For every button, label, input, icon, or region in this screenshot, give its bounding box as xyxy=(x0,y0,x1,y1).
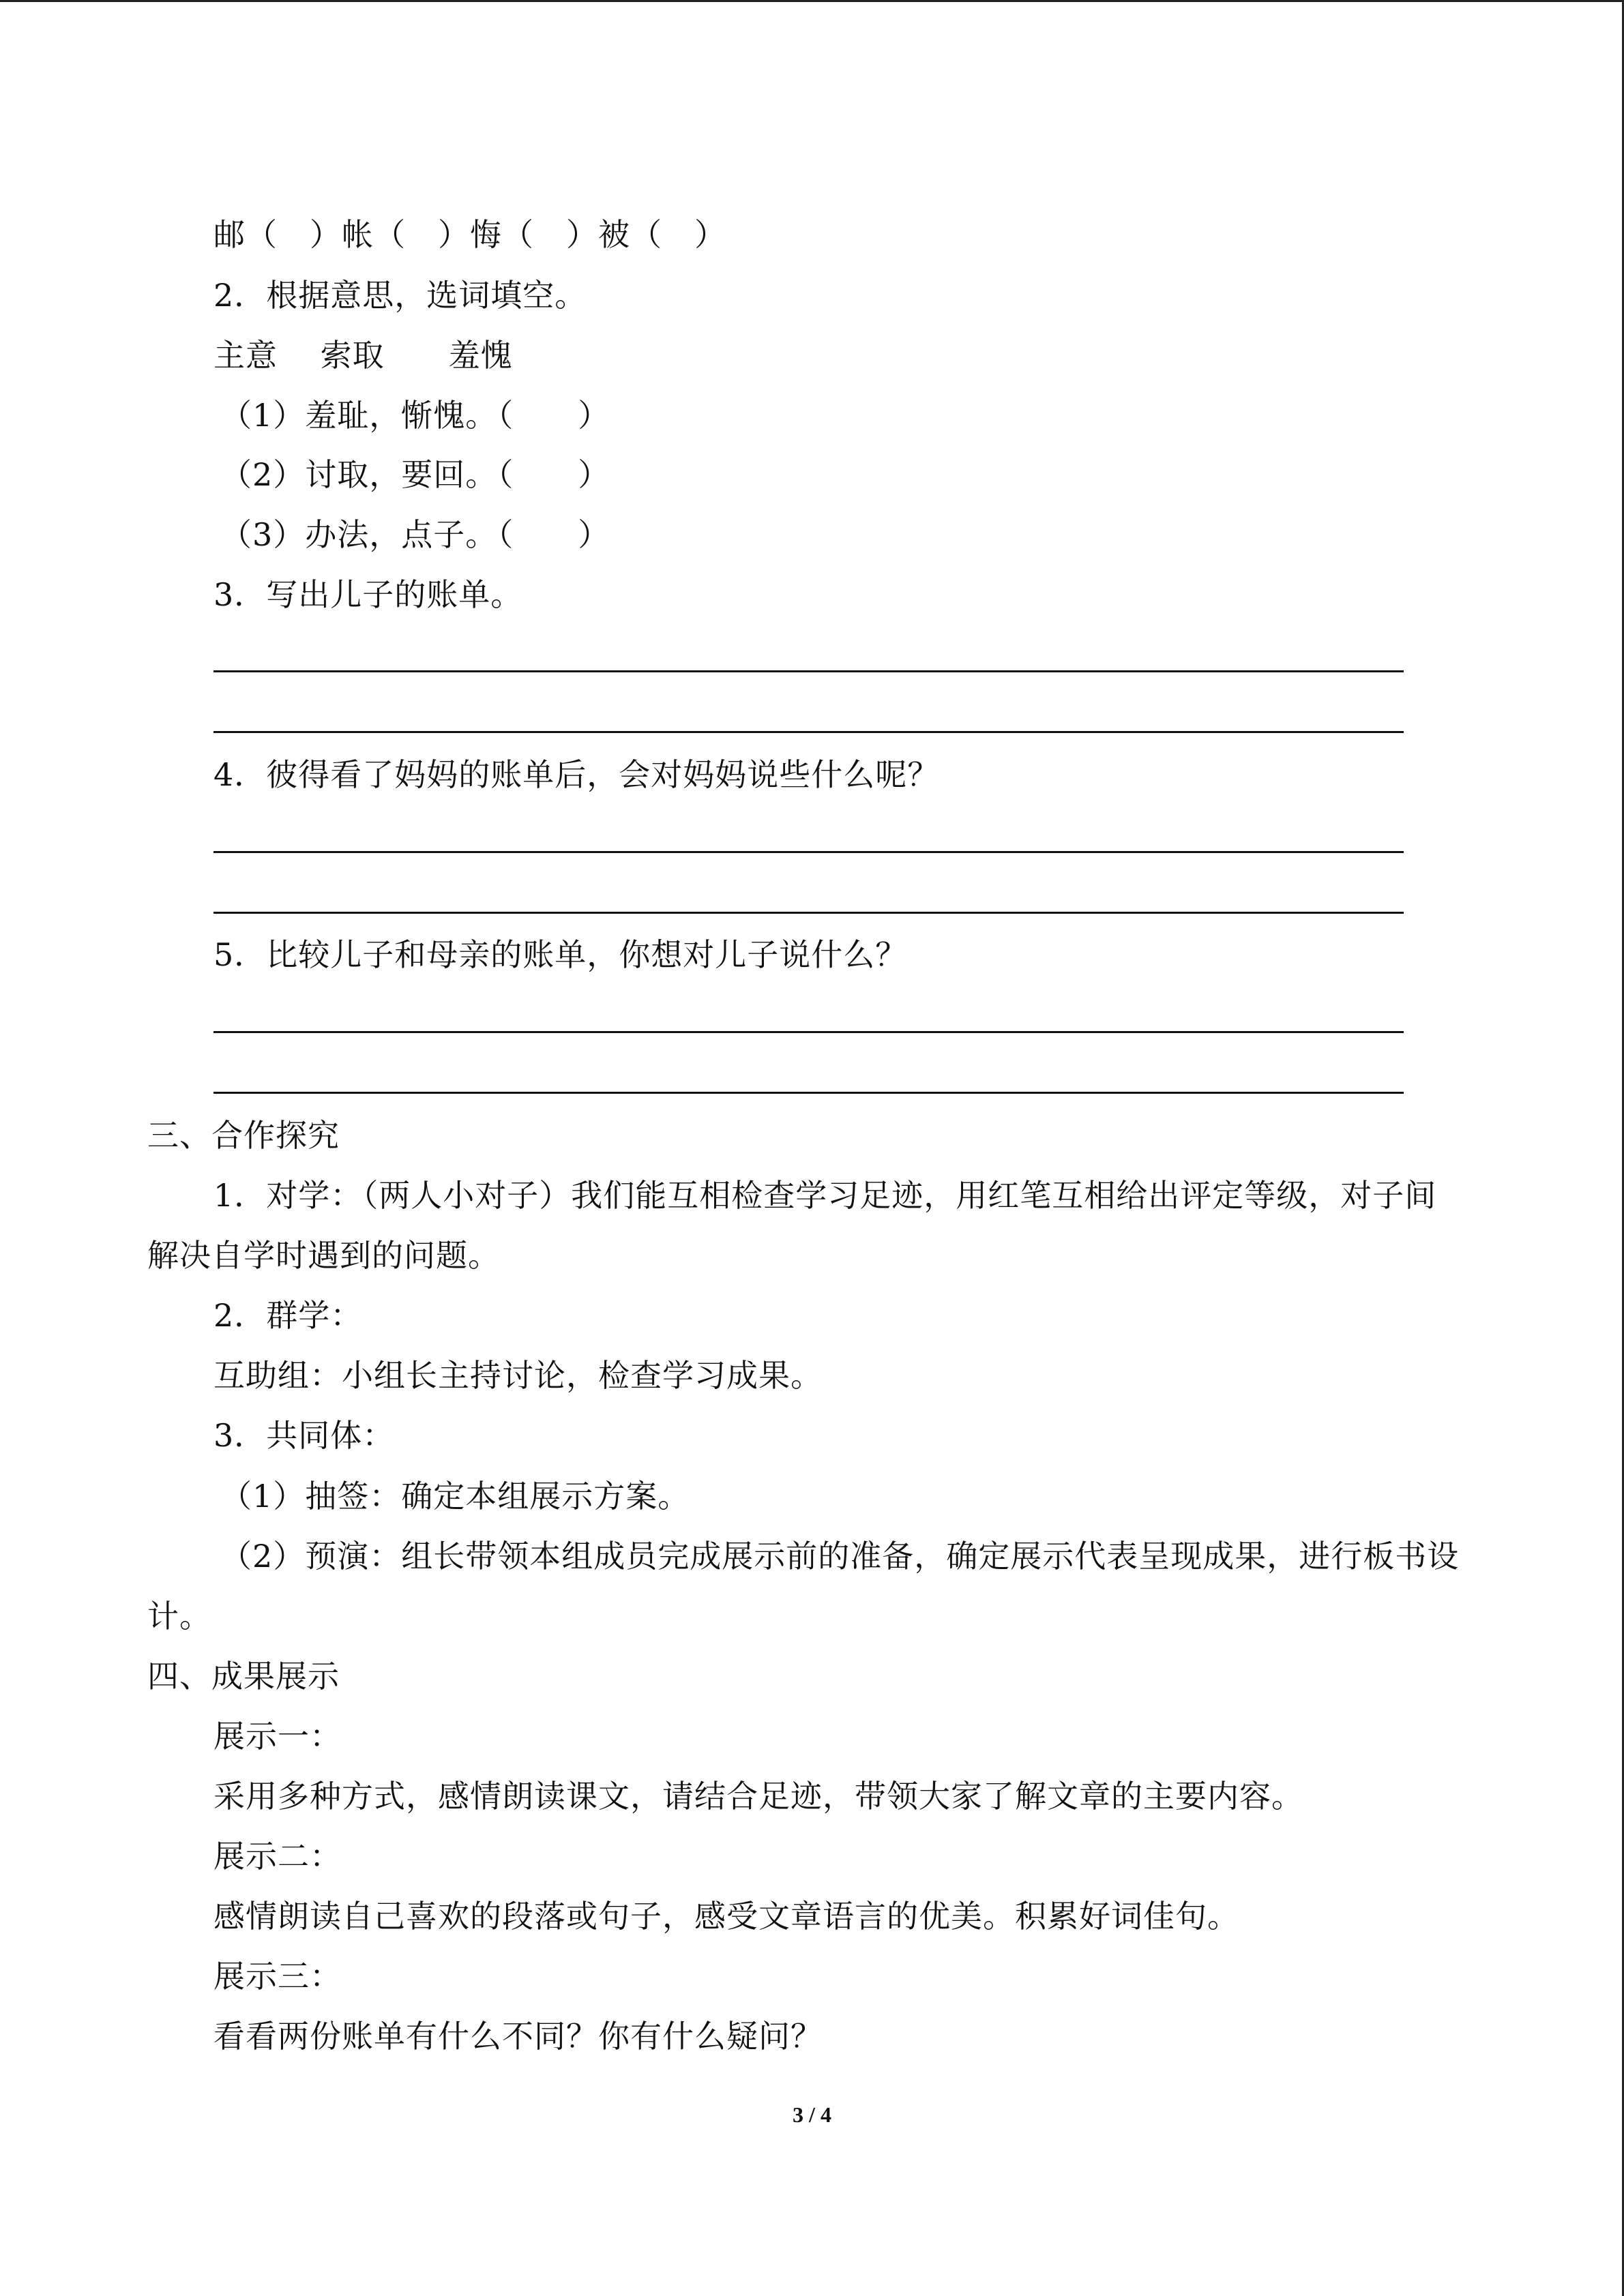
display-3-label: 展示三： xyxy=(213,1958,342,1995)
question-2-item-1: （1）羞耻，惭愧。（ ） xyxy=(220,397,610,434)
page-border-top xyxy=(0,0,1624,2)
display-1-label: 展示一： xyxy=(213,1718,342,1755)
paragraph-community: 3．共同体： xyxy=(213,1417,395,1454)
question-5-title: 5．比较儿子和母亲的账单，你想对儿子说什么？ xyxy=(213,936,908,973)
paragraph-draw-lots: （1）抽签：确定本组展示方案。 xyxy=(220,1478,690,1515)
paragraph-pair-study-cont: 解决自学时遇到的问题。 xyxy=(147,1237,500,1274)
answer-line xyxy=(213,1092,1404,1094)
question-2-title: 2．根据意思，选词填空。 xyxy=(213,277,587,314)
paragraph-mutual-help: 互助组：小组长主持讨论，检查学习成果。 xyxy=(213,1357,823,1394)
section-4-heading: 四、成果展示 xyxy=(147,1658,340,1695)
question-3-title: 3．写出儿子的账单。 xyxy=(213,576,523,613)
paragraph-pair-study: 1．对学：（两人小对子）我们能互相检查学习足迹，用红笔互相给出评定等级，对子间 xyxy=(213,1177,1437,1214)
page-number: 3 / 4 xyxy=(793,2102,831,2127)
display-2-text: 感情朗读自己喜欢的段落或句子，感受文章语言的优美。积累好词佳句。 xyxy=(213,1898,1239,1935)
question-4-title: 4．彼得看了妈妈的账单后，会对妈妈说些什么呢？ xyxy=(213,756,940,793)
display-3-text: 看看两份账单有什么不同？你有什么疑问？ xyxy=(213,2018,823,2055)
question-2-item-2: （2）讨取，要回。（ ） xyxy=(220,456,610,493)
answer-line xyxy=(213,731,1404,733)
pinyin-fill-row: 邮（ ）帐（ ）悔（ ）被（ ） xyxy=(213,216,726,253)
paragraph-rehearsal: （2）预演：组长带领本组成员完成展示前的准备，确定展示代表呈现成果，进行板书设 xyxy=(220,1538,1460,1575)
display-1-text: 采用多种方式，感情朗读课文，请结合足迹，带领大家了解文章的主要内容。 xyxy=(213,1778,1303,1815)
question-2-item-3: （3）办法，点子。（ ） xyxy=(220,516,610,553)
paragraph-group-study: 2．群学： xyxy=(213,1297,363,1334)
section-3-heading: 三、合作探究 xyxy=(147,1117,340,1154)
answer-line xyxy=(213,851,1404,853)
display-2-label: 展示二： xyxy=(213,1838,342,1875)
answer-line xyxy=(213,670,1404,672)
word-choices: 主意 索取 羞愧 xyxy=(213,337,513,374)
answer-line xyxy=(213,1031,1404,1033)
paragraph-rehearsal-cont: 计。 xyxy=(147,1598,211,1635)
answer-line xyxy=(213,912,1404,914)
